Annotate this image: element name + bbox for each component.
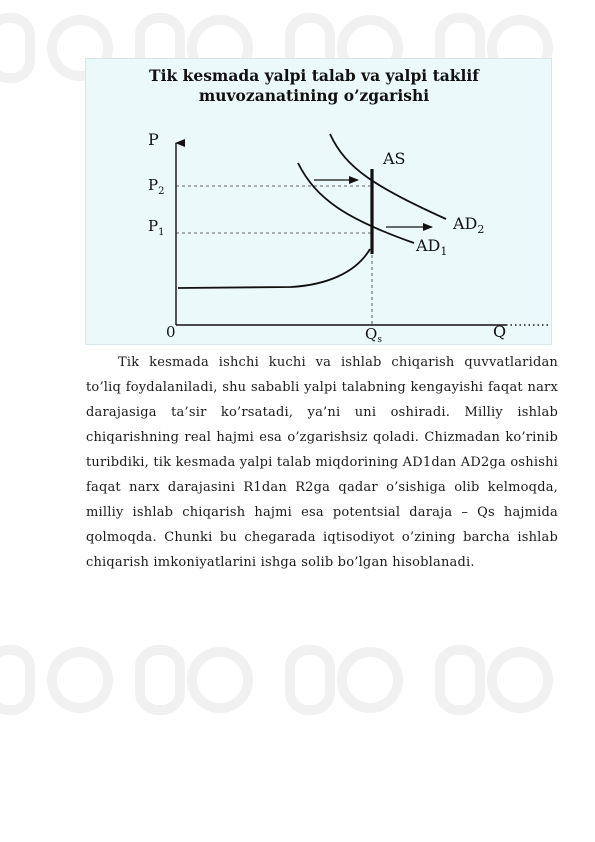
body-paragraph: Tik kesmada ishchi kuchi va ishlab chiqarish quvvatlaridan to’liq foydalaniladi, shu sababli yalpi talabning kengayishi faqat narx darajasiga ta’sir ko’rsatadi, ya’ni uni oshiradi. Milliy ishlab chiqarishning real hajmi esa o’zgarishsiz qoladi. Chizmadan ko’rinib turibdiki, tik kesmada yalpi talab miqdorining AD1dan AD2ga oshishi faqat narx darajasini R1dan R2ga qadar o’sishiga olib kelmoqda, milliy ishlab chiqarish hajmi esa potentsial daraja – Qs hajmida qolmoqda. Chunki bu chegarada iqtisodiyot o’zining barcha ishlab chiqarish imkoniyatlarini ishga solib bo’lgan hisoblanadi. [86, 355, 558, 570]
ad-as-figure [85, 58, 552, 345]
qs-letter: Q [365, 325, 378, 343]
qs-label [365, 325, 382, 345]
ad2-subscript: 2 [477, 223, 485, 236]
ad1-subscript: 1 [440, 245, 448, 258]
origin-label: 0 [166, 323, 176, 341]
p2-label [148, 176, 164, 197]
p-axis-label: P [148, 130, 159, 149]
ad1-label [415, 236, 447, 258]
p2-subscript: 2 [158, 186, 165, 197]
figure-title-line1: Tik kesmada yalpi talab va yalpi taklif [149, 66, 479, 85]
p1-letter: P [148, 217, 159, 235]
qs-subscript: s [377, 335, 382, 345]
ad1-letters: AD [416, 236, 441, 255]
ad2-letters: AD [453, 214, 478, 233]
figure-title-line2: muvozanatining o’zgarishi [198, 86, 430, 105]
p1-label [148, 217, 164, 238]
ad-as-diagram [86, 59, 553, 346]
ad2-label [452, 214, 484, 236]
p2-letter: P [148, 176, 159, 194]
q-axis-label: Q [493, 322, 507, 341]
ad2-curve [330, 134, 446, 219]
p1-subscript: 1 [158, 227, 165, 238]
as-curve [178, 249, 370, 288]
ad1-curve [298, 163, 414, 243]
as-label: AS [383, 149, 406, 168]
